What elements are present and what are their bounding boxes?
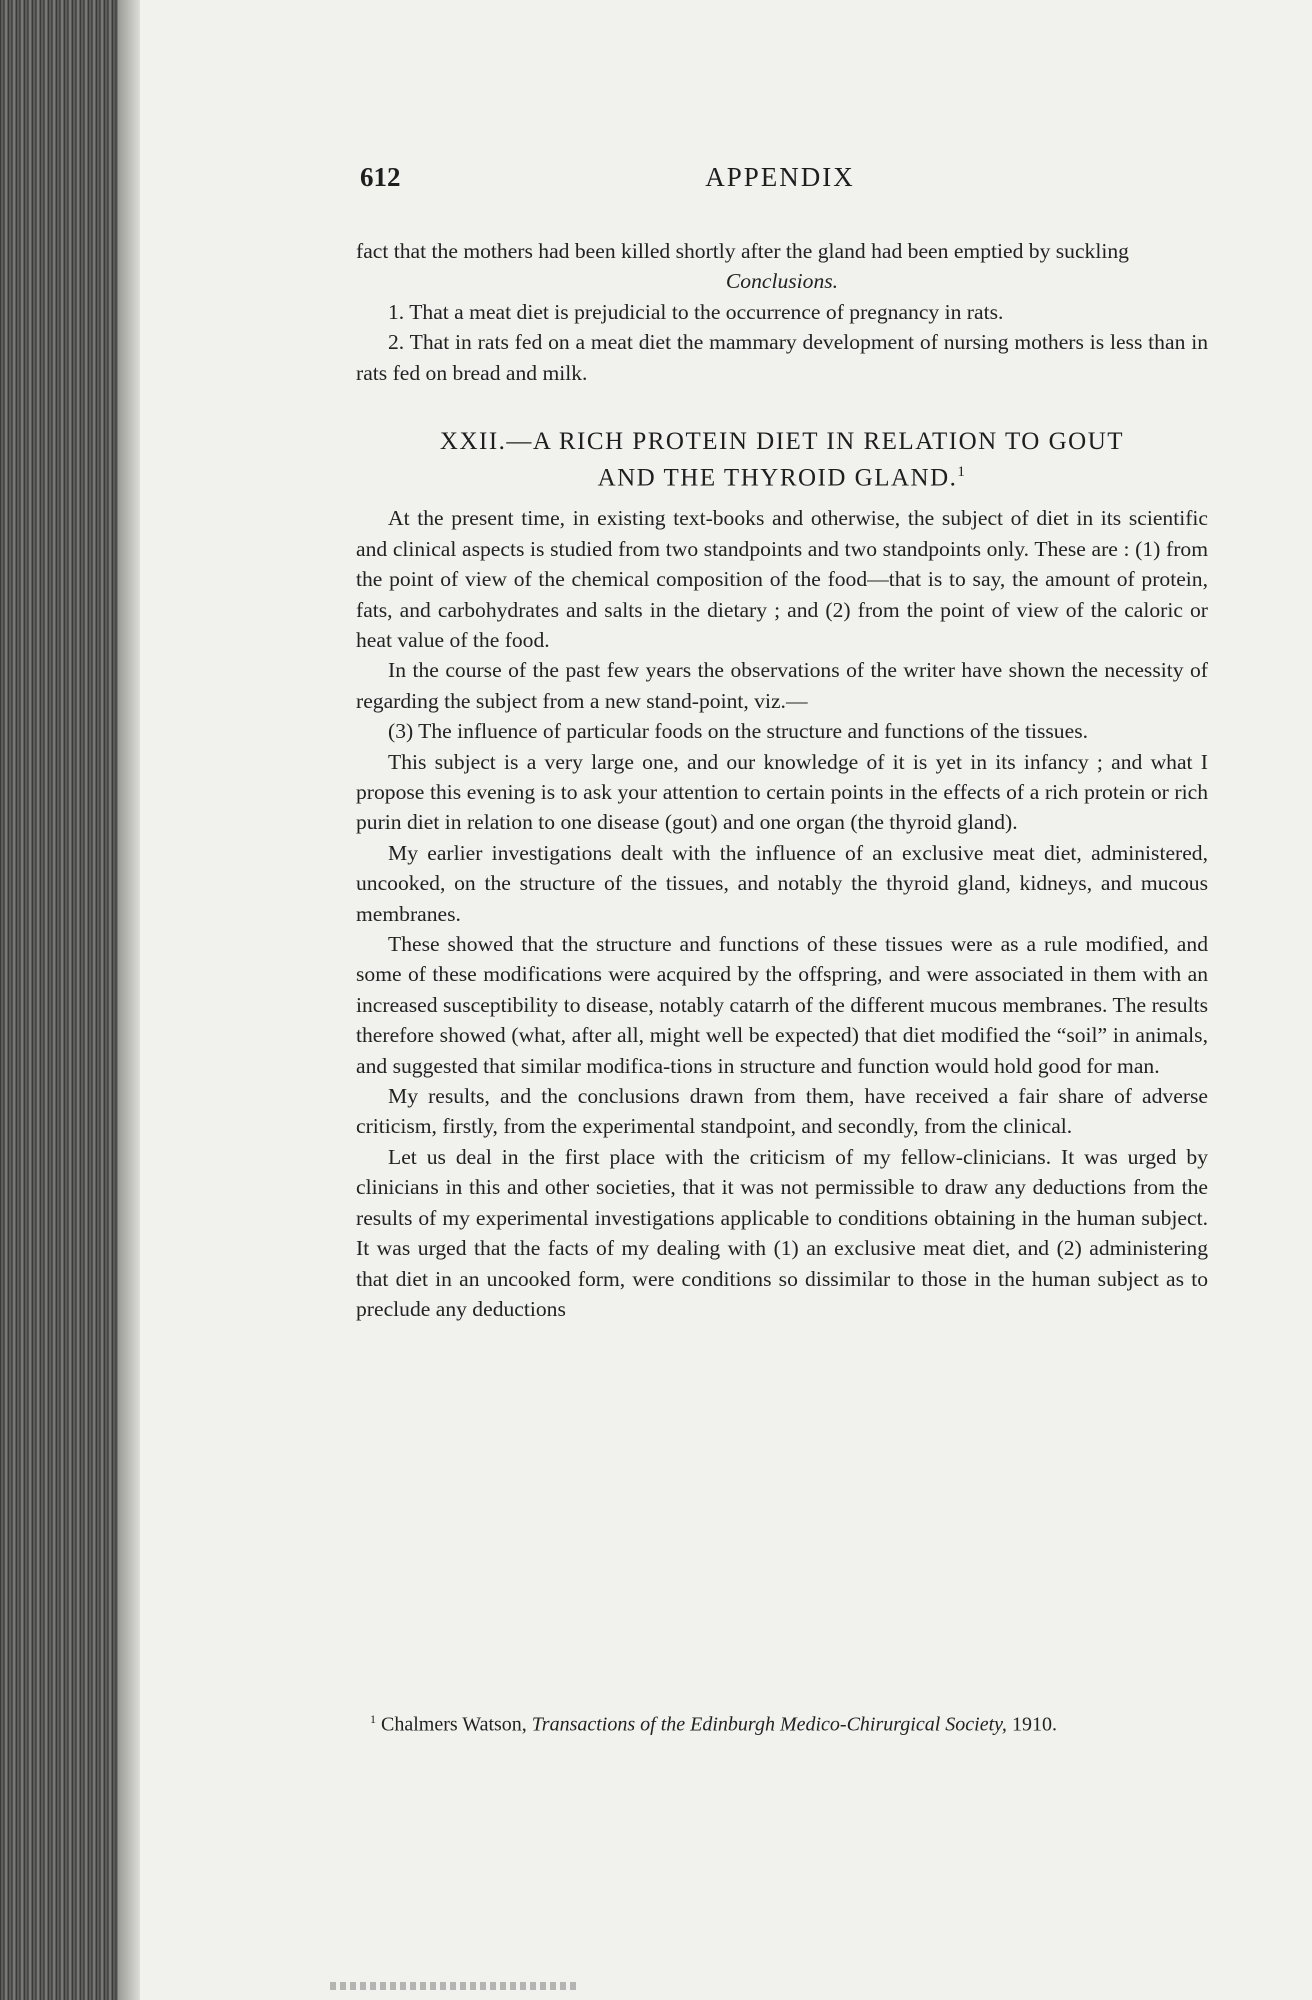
section-title-line: AND THE THYROID GLAND.: [597, 464, 958, 492]
paragraph: At the present time, in existing text-books and otherwise, the subject of diet in its scientific and clinical aspects is studied from two standpoints and two standpoints only. These are : (1) from the point of view of the chemical composition of the food—that is to say, the amount of protein, fats, and carbohydrates and salts in the dietary ; and (2) from the point of view of the caloric or heat value of the food.: [356, 506, 1208, 652]
conclusion-item: 2. That in rats fed on a meat diet the mammary development of nursing mothers is less than in rats fed on bread and milk.: [356, 330, 1208, 385]
footnote-year: 1910.: [1011, 1713, 1057, 1736]
paragraph: In the course of the past few years the observations of the writer have shown the necessity of regarding the subject from a new stand-point, viz.—: [356, 658, 1208, 713]
book-page-edges: [0, 0, 128, 2000]
section-title-line: XXII.—A RICH PROTEIN DIET IN RELATION TO GOUT: [439, 428, 1125, 456]
footnote-ref: 1: [957, 464, 967, 481]
section-title: [356, 426, 1208, 493]
page-header: [360, 162, 1200, 202]
paragraph: These showed that the structure and functions of these tissues were as a rule modified, and some of these modifications were acquired by the offspring, and were associated in them with an increased susceptibility to disease, notably catarrh of the different mucous membranes. The results therefore showed (what, after all, might well be expected) that diet modified the “soil” in animals, and suggested that similar modifica-tions in structure and function would hold good for man.: [356, 932, 1208, 1078]
footnote-source: Transactions of the Edinburgh Medico-Chirurgical Society,: [531, 1713, 1007, 1736]
paragraph: My results, and the conclusions drawn from them, have received a fair share of adverse criticism, firstly, from the experimental standpoint, and secondly, from the clinical.: [356, 1084, 1208, 1139]
footnote-author: Chalmers Watson,: [381, 1713, 527, 1736]
paragraph: Let us deal in the first place with the criticism of my fellow-clinicians. It was urged by clinicians in this and other societies, that it was not permissible to draw any deductions from the results of my experimental investigations applicable to conditions obtaining in the human subject. It was urged that the facts of my dealing with (1) an exclusive meat diet, and (2) administering that diet in an uncooked form, were conditions so dissimilar to those in the human subject as to preclude any deductions: [356, 1144, 1208, 1321]
page-bottom-artifact: [330, 1982, 580, 1990]
intro-paragraph: fact that the mothers had been killed shortly after the gland had been emptied by suckling: [356, 239, 1129, 263]
paragraph: My earlier investigations dealt with the influence of an exclusive meat diet, administered, uncooked, on the structure of the tissues, and notably the thyroid gland, kidneys, and mucous membranes.: [356, 840, 1208, 926]
paragraph: This subject is a very large one, and our knowledge of it is yet in its infancy ; and what I propose this evening is to ask your attention to certain points in the effects of a rich protein or rich purin diet in relation to one disease (gout) and one organ (the thyroid gland).: [356, 749, 1208, 835]
footnote-marker: 1: [370, 1712, 376, 1726]
conclusions-heading: Conclusions.: [725, 269, 839, 294]
page-number: 612: [360, 162, 401, 192]
running-title: APPENDIX: [705, 162, 855, 192]
body-text: [356, 236, 1208, 1324]
conclusion-item: 1. That a meat diet is prejudicial to the occurrence of pregnancy in rats.: [388, 299, 1004, 324]
footnote: [356, 1706, 1208, 1738]
paragraph: (3) The influence of particular foods on the structure and functions of the tissues.: [388, 719, 1088, 744]
